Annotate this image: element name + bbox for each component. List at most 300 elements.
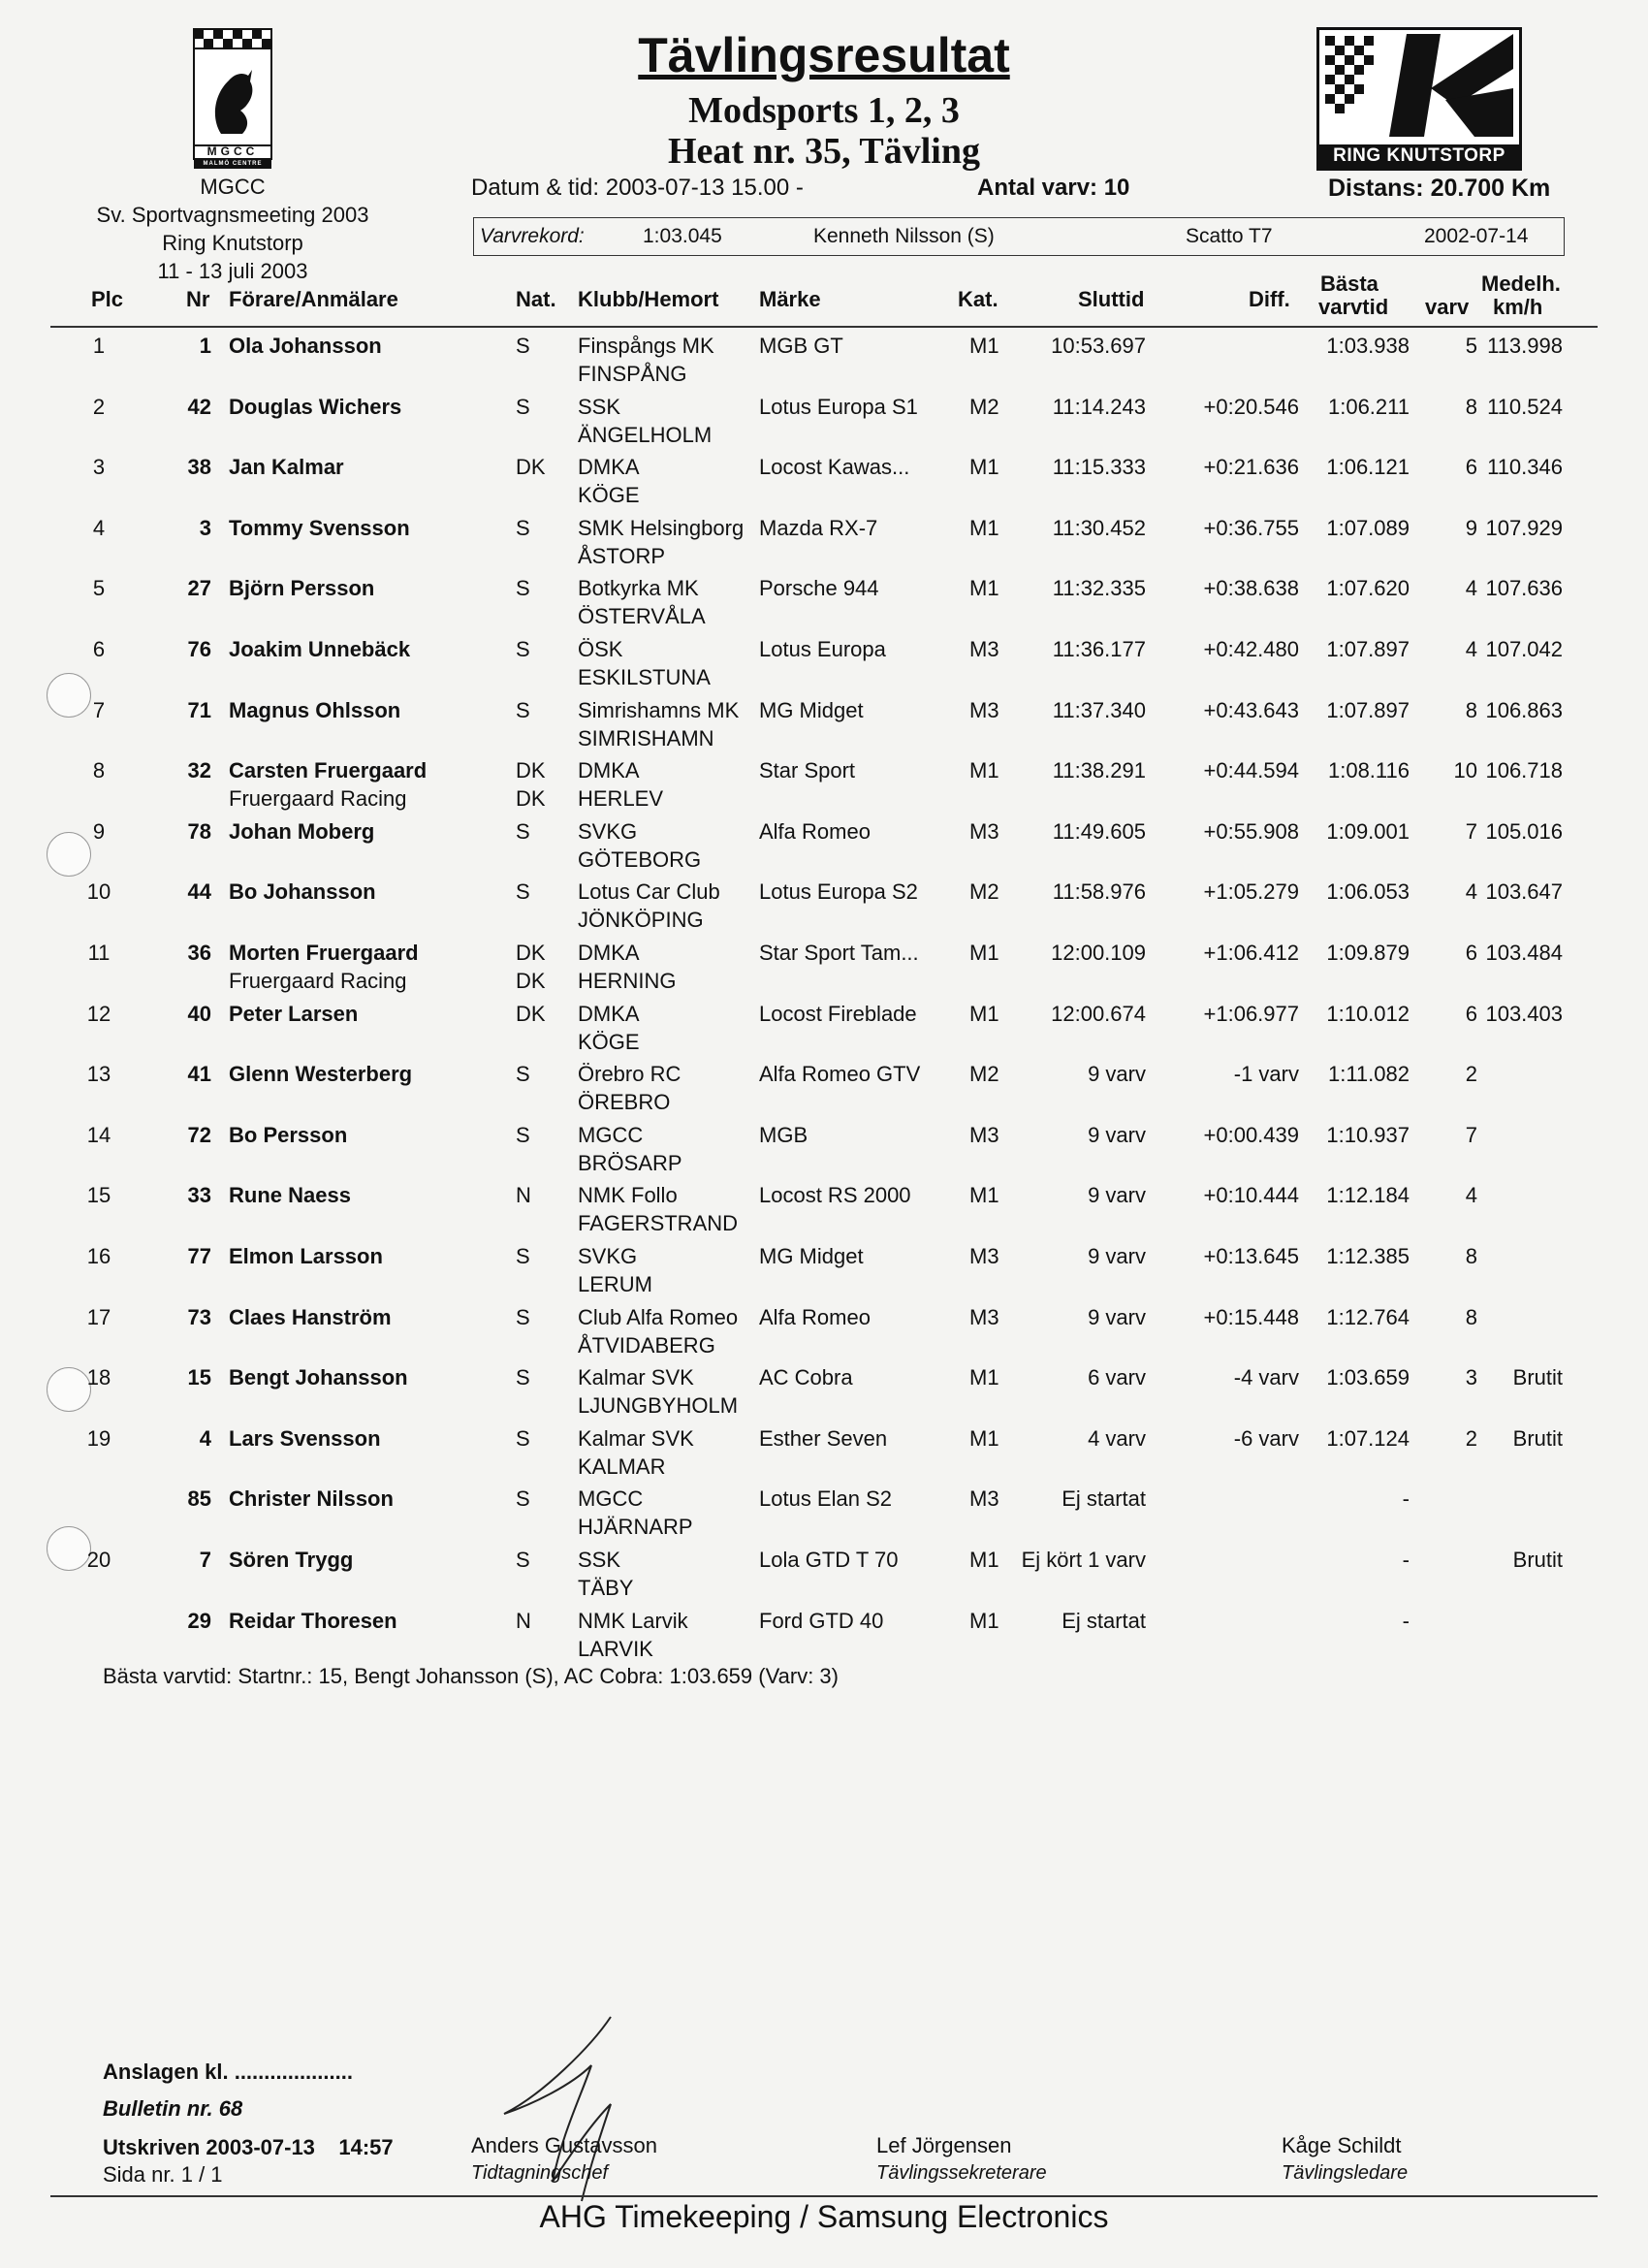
row-club: Simrishamns MK	[578, 697, 740, 722]
result-row	[0, 516, 1648, 576]
venue-name: Ring Knutstorp	[162, 231, 303, 255]
result-row	[0, 637, 1648, 697]
row-driver: Tommy Svensson	[229, 515, 410, 540]
row-kat: M3	[969, 637, 999, 661]
row-best-lap-no: 8	[1465, 697, 1477, 722]
row-town: SIMRISHAMN	[578, 725, 714, 751]
row-plc: 20	[86, 1548, 111, 1572]
row-best-lap: 1:07.897	[1326, 697, 1410, 722]
row-best-lap: 1:07.897	[1326, 637, 1410, 661]
row-club: SVKG	[578, 1244, 638, 1268]
row-club: Club Alfa Romeo	[578, 1304, 739, 1329]
row-nr: 29	[187, 1608, 211, 1633]
result-row	[0, 819, 1648, 879]
row-sluttid: 11:37.340	[1052, 697, 1146, 722]
row-diff: +0:21.636	[1203, 455, 1299, 480]
row-plc: 14	[86, 1122, 111, 1147]
col-kat: Kat.	[958, 287, 998, 311]
row-diff: +0:38.638	[1203, 576, 1299, 601]
row-kat: M1	[969, 455, 999, 480]
row-plc: 9	[92, 818, 106, 844]
col-forare: Förare/Anmälare	[229, 287, 398, 311]
row-best-lap: 1:07.124	[1326, 1425, 1410, 1451]
row-nat: S	[516, 394, 530, 419]
row-nat: S	[516, 515, 530, 540]
row-kat: M2	[969, 879, 999, 905]
row-kat: M1	[969, 1548, 999, 1572]
row-note: Brutit	[1512, 1365, 1563, 1390]
club-name: MGCC	[200, 175, 266, 199]
varvrekord-time: 1:03.045	[643, 225, 722, 247]
row-nr: 76	[187, 637, 211, 661]
brand-footer: AHG Timekeeping / Samsung Electronics	[539, 2199, 1109, 2234]
row-best-lap: 1:08.116	[1327, 758, 1410, 783]
anslagen: Anslagen kl. ....................	[103, 2060, 353, 2084]
row-nat2: DK	[516, 786, 546, 812]
row-town: JÖNKÖPING	[578, 908, 704, 933]
result-row	[0, 1123, 1648, 1183]
row-kat: M3	[969, 1486, 999, 1512]
row-driver: Rune Naess	[229, 1183, 351, 1208]
row-car: MG Midget	[759, 1244, 864, 1268]
row-best-lap: 1:09.879	[1326, 941, 1410, 965]
row-car: Locost RS 2000	[759, 1183, 911, 1208]
row-driver: Glenn Westerberg	[229, 1062, 413, 1087]
row-best-lap-no: 4	[1465, 637, 1477, 661]
row-nat: S	[516, 334, 530, 358]
row-best-lap-no: 8	[1465, 1304, 1477, 1329]
row-plc: 2	[92, 394, 106, 419]
row-club: MGCC	[578, 1122, 644, 1147]
result-row	[0, 1365, 1648, 1425]
row-club: Botkyrka MK	[578, 576, 699, 601]
result-row	[0, 1062, 1648, 1122]
row-club: SMK Helsingborg	[578, 515, 745, 540]
result-row	[0, 1244, 1648, 1304]
right-logo-text: RING KNUTSTORP	[1319, 144, 1519, 168]
row-nat: S	[516, 697, 530, 722]
row-nr: 44	[187, 879, 211, 905]
row-kat: M3	[969, 1122, 999, 1147]
row-nat: N	[516, 1608, 531, 1633]
row-entrant: Fruergaard Racing	[229, 969, 407, 993]
row-best-lap: 1:03.938	[1326, 334, 1410, 358]
row-plc: 4	[92, 515, 106, 540]
col-basta: Bästa	[1320, 272, 1379, 296]
row-nat: S	[516, 1425, 530, 1451]
row-nat: S	[516, 576, 530, 601]
col-klubb: Klubb/Hemort	[578, 287, 719, 311]
row-town: KALMAR	[578, 1453, 666, 1479]
varvrekord-label: Varvrekord:	[480, 225, 585, 247]
result-row	[0, 1548, 1648, 1608]
result-row	[0, 941, 1648, 1001]
row-nat: DK	[516, 455, 546, 480]
result-row	[0, 1183, 1648, 1243]
row-club: MGCC	[578, 1486, 644, 1512]
col-kmh: km/h	[1493, 295, 1543, 319]
row-nat: DK	[516, 758, 546, 783]
antal-varv: Antal varv: 10	[977, 175, 1130, 201]
row-town: ÖREBRO	[578, 1090, 671, 1115]
row-best-lap-no: 2	[1465, 1062, 1477, 1087]
row-plc: 17	[86, 1304, 111, 1329]
row-best-lap-no: 7	[1465, 818, 1477, 844]
row-diff: +0:00.439	[1203, 1122, 1299, 1147]
row-town: GÖTEBORG	[578, 847, 702, 872]
row-plc: 19	[86, 1425, 111, 1451]
row-sluttid: 12:00.109	[1051, 941, 1146, 965]
varvrekord-driver: Kenneth Nilsson (S)	[813, 225, 995, 247]
row-club: DMKA	[578, 455, 640, 480]
row-nr: 27	[187, 576, 211, 601]
row-club: Örebro RC	[578, 1062, 681, 1087]
signature-2-name: Lef Jörgensen	[876, 2133, 1012, 2157]
row-car: MGB GT	[759, 334, 843, 358]
col-plc: Plc	[91, 287, 124, 311]
row-nat: DK	[516, 941, 546, 965]
row-sluttid: 6 varv	[1088, 1365, 1146, 1390]
row-driver: Ola Johansson	[229, 334, 382, 358]
col-varv: varv	[1425, 295, 1470, 319]
row-driver: Reidar Thoresen	[229, 1608, 397, 1633]
row-driver: Douglas Wichers	[229, 394, 402, 419]
row-kat: M1	[969, 1365, 999, 1390]
result-row	[0, 576, 1648, 636]
row-best-lap-no: 6	[1465, 1001, 1477, 1026]
row-driver: Bengt Johansson	[229, 1365, 408, 1390]
row-best-lap-no: 2	[1465, 1425, 1477, 1451]
row-nr: 73	[187, 1304, 211, 1329]
row-diff: -6 varv	[1233, 1425, 1299, 1451]
row-best-lap-no: 8	[1465, 394, 1477, 419]
row-diff: +0:42.480	[1203, 637, 1299, 661]
row-car: Alfa Romeo	[759, 1304, 871, 1329]
row-plc: 16	[86, 1244, 111, 1268]
row-club: Kalmar SVK	[578, 1425, 694, 1451]
row-nat: S	[516, 1122, 530, 1147]
row-best-lap-no: 4	[1465, 879, 1477, 905]
row-diff: +0:44.594	[1203, 758, 1299, 783]
col-sluttid: Sluttid	[1078, 287, 1145, 311]
row-club: Finspångs MK	[578, 334, 714, 358]
row-sluttid: 11:38.291	[1052, 758, 1146, 783]
row-sluttid: 9 varv	[1088, 1304, 1146, 1329]
row-kat: M3	[969, 697, 999, 722]
row-kat: M3	[969, 1244, 999, 1268]
row-town: ESKILSTUNA	[578, 665, 711, 689]
event-name: Sv. Sportvagnsmeeting 2003	[96, 203, 369, 227]
row-nr: 42	[187, 394, 211, 419]
result-row	[0, 879, 1648, 940]
row-speed: 106.863	[1485, 697, 1563, 722]
col-nat: Nat.	[516, 287, 556, 311]
club-logo-subtext: MALMÖ CENTRE	[203, 161, 263, 167]
page-title: Tävlingsresultat	[638, 28, 1010, 82]
row-diff: +0:55.908	[1203, 818, 1299, 844]
row-speed: 105.016	[1485, 818, 1563, 844]
col-diff: Diff.	[1249, 287, 1290, 311]
row-best-lap: 1:12.184	[1326, 1183, 1410, 1208]
row-nr: 71	[187, 697, 211, 722]
distans: Distans: 20.700 Km	[1328, 175, 1551, 202]
row-speed: 103.484	[1485, 941, 1563, 965]
row-club: ÖSK	[578, 637, 623, 661]
row-sluttid: 11:15.333	[1052, 455, 1146, 480]
row-plc: 10	[86, 879, 111, 905]
row-plc: 15	[86, 1183, 111, 1208]
row-sluttid: Ej startat	[1062, 1486, 1146, 1512]
row-nr: 4	[199, 1425, 211, 1451]
row-town: TÄBY	[578, 1576, 634, 1600]
row-kat: M1	[969, 941, 999, 965]
row-car: Mazda RX-7	[759, 515, 878, 540]
row-nat: S	[516, 1244, 530, 1268]
row-best-lap-no: 5	[1465, 334, 1477, 358]
row-best-lap: 1:07.089	[1326, 515, 1410, 540]
result-row	[0, 1486, 1648, 1547]
row-town: FAGERSTRAND	[578, 1211, 739, 1236]
row-best-lap: -	[1402, 1548, 1410, 1572]
row-speed: 103.647	[1485, 879, 1563, 905]
ring-knutstorp-logo	[1316, 27, 1522, 171]
row-best-lap-no: 4	[1465, 1183, 1477, 1208]
row-nat: S	[516, 1304, 530, 1329]
row-town: KÖGE	[578, 483, 640, 508]
row-club: NMK Follo	[578, 1183, 678, 1208]
varvrekord-date: 2002-07-14	[1424, 225, 1529, 247]
row-nat: N	[516, 1183, 531, 1208]
row-diff: +0:13.645	[1203, 1244, 1299, 1268]
row-town: HERNING	[578, 969, 677, 993]
row-sluttid: 12:00.674	[1051, 1001, 1146, 1026]
row-sluttid: 11:36.177	[1052, 637, 1146, 661]
varvrekord-box	[473, 217, 1565, 256]
row-driver: Morten Fruergaard	[229, 941, 419, 965]
row-driver: Claes Hanström	[229, 1304, 392, 1329]
row-diff: +0:20.546	[1203, 394, 1299, 419]
row-diff: +0:15.448	[1203, 1304, 1299, 1329]
row-diff: +0:36.755	[1203, 515, 1299, 540]
row-plc: 5	[92, 576, 106, 601]
row-best-lap-no: 8	[1465, 1244, 1477, 1268]
row-best-lap: 1:12.764	[1326, 1304, 1410, 1329]
row-car: Star Sport Tam...	[759, 941, 919, 965]
row-best-lap-no: 10	[1453, 758, 1477, 783]
row-diff: -4 varv	[1233, 1365, 1299, 1390]
row-driver: Bo Johansson	[229, 879, 376, 905]
datum-tid: Datum & tid: 2003-07-13 15.00 -	[471, 175, 804, 201]
row-car: Lotus Elan S2	[759, 1486, 892, 1512]
row-plc: 1	[92, 334, 106, 358]
row-driver: Sören Trygg	[229, 1548, 354, 1572]
row-nat: S	[516, 1365, 530, 1390]
row-best-lap: 1:09.001	[1326, 818, 1410, 844]
row-driver: Bo Persson	[229, 1122, 348, 1147]
row-speed: 107.636	[1485, 576, 1563, 601]
row-plc: 13	[86, 1062, 111, 1087]
row-sluttid: Ej startat	[1062, 1608, 1146, 1633]
row-car: Lotus Europa S2	[759, 879, 918, 905]
signature-1-role: Tidtagningschef	[471, 2162, 609, 2184]
row-nr: 40	[187, 1001, 211, 1026]
row-plc: 7	[92, 697, 106, 722]
row-town: FINSPÅNG	[578, 362, 687, 386]
row-car: Lotus Europa	[759, 637, 886, 661]
row-car: Alfa Romeo GTV	[759, 1062, 921, 1087]
club-logo-text: MGCC	[206, 144, 259, 158]
row-plc: 6	[92, 637, 106, 661]
row-kat: M2	[969, 394, 999, 419]
row-nr: 1	[199, 334, 211, 358]
row-nr: 85	[187, 1486, 211, 1512]
row-town: ÖSTERVÅLA	[578, 604, 706, 629]
row-best-lap-no: 3	[1465, 1365, 1477, 1390]
row-diff: +1:06.412	[1203, 941, 1299, 965]
row-car: AC Cobra	[759, 1365, 853, 1390]
row-kat: M1	[969, 334, 999, 358]
row-sluttid: 11:32.335	[1052, 576, 1146, 601]
row-sluttid: 9 varv	[1088, 1122, 1146, 1147]
row-best-lap: 1:11.082	[1327, 1062, 1410, 1087]
result-row	[0, 698, 1648, 758]
row-town: ÅTVIDABERG	[578, 1332, 715, 1358]
row-driver: Peter Larsen	[229, 1001, 359, 1026]
row-best-lap: 1:03.659	[1326, 1365, 1410, 1390]
bulletin: Bulletin nr. 68	[103, 2096, 243, 2121]
row-diff: +0:43.643	[1203, 697, 1299, 722]
row-nr: 15	[187, 1365, 211, 1390]
row-club: SSK	[578, 1548, 621, 1572]
row-kat: M1	[969, 1425, 999, 1451]
row-nat: S	[516, 818, 530, 844]
row-best-lap: 1:12.385	[1326, 1244, 1410, 1268]
row-best-lap: 1:07.620	[1326, 576, 1410, 601]
row-nat: S	[516, 1486, 530, 1512]
row-driver: Johan Moberg	[229, 818, 375, 844]
header-divider	[50, 326, 1598, 328]
col-medelh: Medelh.	[1481, 272, 1561, 296]
row-speed: 106.718	[1485, 758, 1563, 783]
row-driver: Joakim Unnebäck	[229, 637, 411, 661]
row-plc: 8	[92, 758, 106, 783]
row-best-lap-no: 6	[1465, 455, 1477, 480]
row-town: LJUNGBYHOLM	[578, 1393, 739, 1419]
row-diff: -1 varv	[1233, 1062, 1299, 1087]
result-row	[0, 1609, 1648, 1669]
row-nat2: DK	[516, 969, 546, 993]
best-lap-summary: Bästa varvtid: Startnr.: 15, Bengt Johansson (S), AC Cobra: 1:03.659 (Varv: 3)	[103, 1664, 839, 1688]
row-car: Lola GTD T 70	[759, 1548, 899, 1572]
row-town: KÖGE	[578, 1029, 640, 1054]
heat-subtitle: Heat nr. 35, Tävling	[668, 131, 980, 172]
event-info	[87, 173, 378, 285]
row-car: Locost Kawas...	[759, 455, 910, 480]
row-nat: S	[516, 879, 530, 905]
row-nr: 77	[187, 1244, 211, 1268]
row-diff: +0:10.444	[1203, 1183, 1299, 1208]
row-town: ÅSTORP	[578, 543, 666, 568]
row-kat: M1	[969, 1608, 999, 1633]
row-nr: 7	[199, 1548, 211, 1572]
row-best-lap: -	[1402, 1486, 1410, 1512]
row-town: HERLEV	[578, 786, 664, 812]
col-marke: Märke	[759, 287, 821, 311]
row-club: Kalmar SVK	[578, 1365, 694, 1390]
row-driver: Magnus Ohlsson	[229, 697, 401, 722]
row-nr: 41	[187, 1062, 211, 1087]
row-nr: 32	[187, 758, 211, 783]
row-sluttid: 11:30.452	[1052, 515, 1146, 540]
row-nat: DK	[516, 1001, 546, 1026]
row-car: Locost Fireblade	[759, 1001, 917, 1026]
row-town: HJÄRNARP	[578, 1515, 693, 1540]
row-best-lap: 1:10.937	[1326, 1122, 1410, 1147]
row-sluttid: 9 varv	[1088, 1183, 1146, 1208]
footer-divider	[50, 2195, 1598, 2197]
row-nr: 72	[187, 1122, 211, 1147]
varvrekord-car: Scatto T7	[1186, 225, 1273, 247]
class-subtitle: Modsports 1, 2, 3	[688, 90, 960, 131]
row-club: SSK	[578, 394, 621, 419]
column-header-row	[0, 272, 1648, 330]
row-car: MG Midget	[759, 697, 864, 722]
row-best-lap-no: 6	[1465, 941, 1477, 965]
row-sluttid: 11:49.605	[1052, 818, 1146, 844]
row-town: BRÖSARP	[578, 1150, 682, 1175]
row-plc: 11	[87, 941, 111, 965]
col-nr: Nr	[186, 287, 210, 311]
row-club: DMKA	[578, 1001, 640, 1026]
row-driver: Jan Kalmar	[229, 455, 344, 480]
row-best-lap-no: 7	[1465, 1122, 1477, 1147]
row-kat: M1	[969, 515, 999, 540]
event-dates: 11 - 13 juli 2003	[157, 259, 308, 283]
row-kat: M2	[969, 1062, 999, 1087]
row-note: Brutit	[1512, 1548, 1563, 1572]
row-best-lap-no: 4	[1465, 576, 1477, 601]
row-sluttid: 10:53.697	[1051, 334, 1146, 358]
signature-3-role: Tävlingsledare	[1282, 2162, 1409, 2184]
signature-2-role: Tävlingssekreterare	[876, 2162, 1047, 2184]
row-plc: 3	[92, 455, 106, 480]
row-club: Lotus Car Club	[578, 879, 720, 905]
row-club: NMK Larvik	[578, 1608, 688, 1633]
row-car: Porsche 944	[759, 576, 879, 601]
row-best-lap: -	[1402, 1608, 1410, 1633]
row-best-lap: 1:06.211	[1327, 394, 1410, 419]
row-speed: 107.042	[1485, 637, 1563, 661]
col-varvtid: varvtid	[1318, 295, 1389, 319]
row-best-lap-no: 9	[1465, 515, 1477, 540]
row-kat: M1	[969, 1001, 999, 1026]
row-speed: 107.929	[1485, 515, 1563, 540]
row-best-lap: 1:06.121	[1326, 455, 1410, 480]
row-driver: Lars Svensson	[229, 1425, 381, 1451]
row-nr: 38	[187, 455, 211, 480]
row-sluttid: 11:58.976	[1052, 879, 1146, 905]
row-nr: 36	[187, 941, 211, 965]
row-best-lap: 1:06.053	[1326, 879, 1410, 905]
row-car: Ford GTD 40	[759, 1608, 884, 1633]
row-nat: S	[516, 637, 530, 661]
result-row	[0, 455, 1648, 515]
row-speed: 103.403	[1485, 1001, 1563, 1026]
row-club: SVKG	[578, 818, 638, 844]
row-nat: S	[516, 1548, 530, 1572]
row-club: DMKA	[578, 758, 640, 783]
sida: Sida nr. 1 / 1	[103, 2162, 223, 2187]
